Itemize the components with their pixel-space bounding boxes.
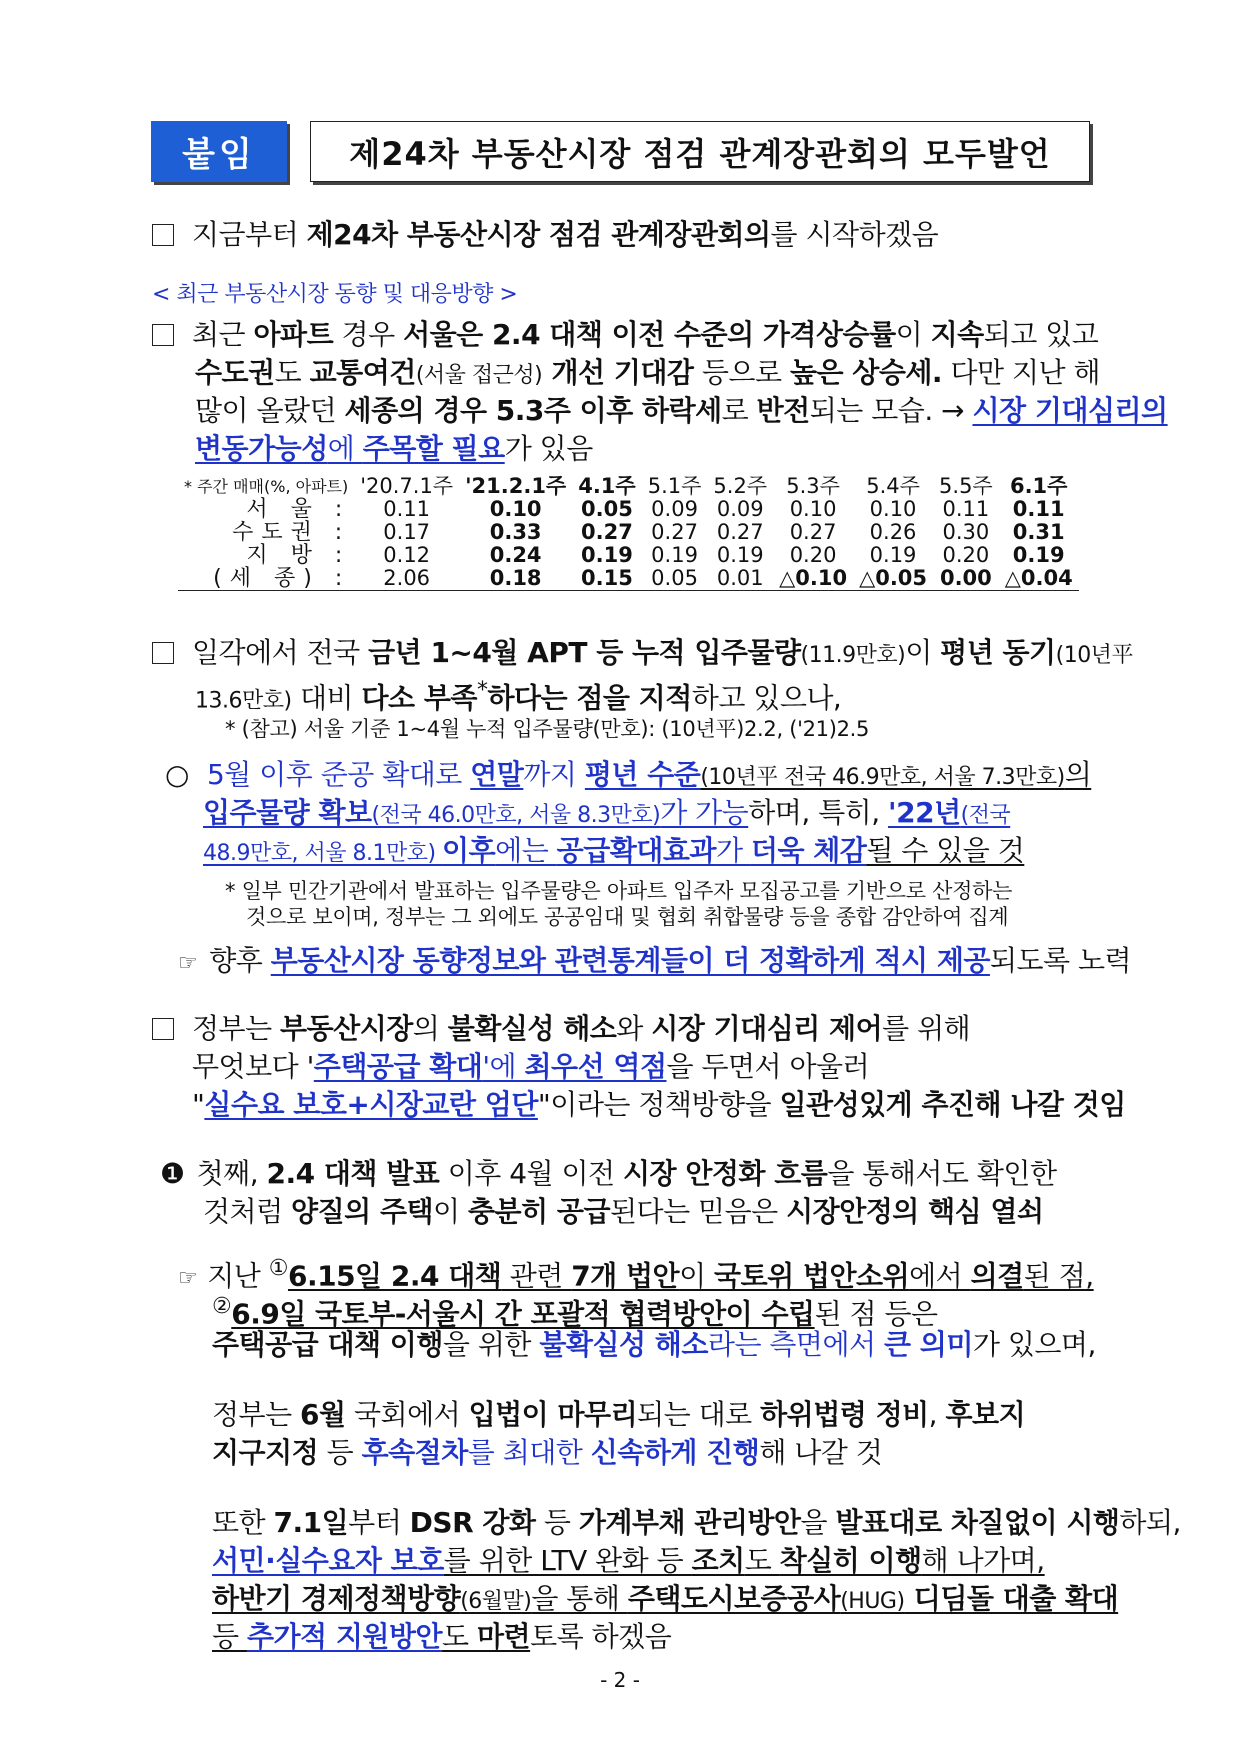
table-cell: 0.27 [716,520,764,544]
p6-line-2: 것처럼 양질의 주택이 충분히 공급된다는 믿음은 시장안정의 핵심 열쇠 [203,1195,1044,1228]
table-cell: △0.10 [773,567,853,591]
row-label: 수도권 : [232,520,351,545]
table-cell: 0.10 [789,497,837,521]
p7-line-9: 등 추가적 지원방안도 마련토록 하겠음 [212,1620,672,1653]
row-label: (세 종) : [178,567,354,591]
table-row [178,567,1079,591]
table-cell: 0.17 [383,520,431,544]
p5-line-2: 무엇보다 '주택공급 확대'에 최우선 역점을 두면서 아울러 [192,1050,870,1083]
table-cell: 0.15 [572,567,642,591]
page-title: 제24차 부동산시장 점검 관계장관회의 모두발언 [310,121,1090,182]
p3-note-2: 것으로 보이며, 정부는 그 외에도 공공임대 및 협회 취합물량 등을 종합 감안하여 집계 [246,905,1009,929]
table-cell: 0.27 [651,520,698,544]
checkbox-square-icon [152,1018,174,1040]
table-cell: 0.30 [942,520,990,544]
p1-line-4: 변동가능성에 주목할 필요가 있음 [195,432,593,465]
table-col-header: 5.1주 [647,474,702,498]
table-col-header: '21.2.1주 [465,474,567,498]
checkbox-square-icon [152,642,174,664]
table-cell: 0.05 [581,497,633,521]
table-cell: 0.19 [651,543,698,567]
table-cell: 0.19 [869,543,917,567]
p7-line-6: 또한 7.1일부터 DSR 강화 등 가계부채 관리방안을 발표대로 차질없이 시행하되, [212,1506,1181,1539]
table-cell: △0.05 [853,567,933,591]
table-cell: 0.11 [383,497,431,521]
p7-line-7: 서민·실수요자 보호를 위한 LTV 완화 등 조치도 착실히 이행해 나가며, [212,1544,1045,1577]
p7-line-8: 하반기 경제정책방향(6월말)을 통해 주택도시보증공사(HUG) 디딤돌 대출 확대 [212,1582,1119,1615]
table-cell: 0.09 [651,497,698,521]
attachment-tag: 붙임 [151,121,287,182]
table-row [178,521,1079,544]
table-cell: 0.11 [942,497,990,521]
checkbox-square-icon [152,224,174,246]
table-cell: 0.01 [707,567,773,591]
table-cell: 0.20 [942,543,990,567]
circle-bullet-icon: ○ [165,758,189,791]
table-row [178,544,1079,567]
p5-line-3: "실수요 보호+시장교란 엄단"이라는 정책방향을 일관성있게 추진해 나갈 것임 [192,1088,1126,1121]
p3-line-2: 입주물량 확보(전국 46.0만호, 서울 8.3만호)가 가능하며, 특히, '22년(전국 [203,796,1011,829]
p7-line-1: ☞ 지난 ①6.15일 2.4 대책 관련 7개 법안이 국토위 법안소위에서 의결된 점, [178,1256,1094,1293]
table-cell: 0.19 [581,543,633,567]
table-cell: 0.26 [869,520,917,544]
page-number: - 2 - [600,1668,640,1692]
table-cell: 0.27 [581,520,633,544]
table-cell: 0.10 [869,497,917,521]
table-col-header: 6.1주 [1009,474,1068,498]
row-label: 서 울 : [246,497,351,522]
p2-line-1: 일각에서 전국 금년 1~4월 APT 등 누적 입주물량(11.9만호)이 평년 동기(10년平 [152,634,1133,675]
p1-line-3: 많이 올랐던 세종의 경우 5.3주 이후 하락세로 반전되는 모습. → 시장 기대심리의 [195,394,1168,427]
table-cell: 0.00 [933,567,999,591]
checkbox-square-icon [152,324,174,346]
table-cell: 0.31 [1012,520,1065,544]
table-cell: 0.24 [489,543,542,567]
weekly-price-table [178,475,1079,591]
p7-line-4: 정부는 6월 국회에서 입법이 마무리되는 대로 하위법령 정비, 후보지 [212,1398,1026,1431]
table-cell: △0.04 [999,567,1079,591]
table-col-header: 4.1주 [578,474,636,498]
table-cell: 0.11 [1012,497,1065,521]
table-row [178,498,1079,521]
table-cell: 0.19 [1012,543,1065,567]
p4-line: ☞ 향후 부동산시장 동향정보와 관련통계들이 더 정확하게 적시 제공되도록 노력 [178,944,1132,977]
p3-note-1: * 일부 민간기관에서 발표하는 입주물량은 아파트 입주자 모집공고를 기반으로 산정하는 [225,879,1013,903]
table-caption: * 주간 매매(%, 아파트) [184,477,349,496]
p1-line-1: 최근 아파트 경우 서울은 2.4 대책 이전 수준의 가격상승률이 지속되고 있고 [152,316,1098,354]
table-col-header: '20.7.1주 [360,474,454,498]
table-cell: 0.27 [789,520,837,544]
p6-line-1: ❶ 첫째, 2.4 대책 발표 이후 4월 이전 시장 안정화 흐름을 통해서도 확인한 [160,1157,1057,1190]
section-heading: < 최근 부동산시장 동향 및 대응방향 > [152,282,518,307]
p1-line-2: 수도권도 교통여건(서울 접근성) 개선 기대감 등으로 높은 상승세. 다만 지난 해 [195,356,1101,389]
table-cell: 0.12 [383,543,431,567]
table-cell: 0.18 [459,567,572,591]
table-col-header: 5.2주 [713,474,768,498]
table-cell: 0.33 [489,520,542,544]
p7-line-2: ②6.9일 국토부-서울시 간 포괄적 협력방안이 수립된 점 등은 [212,1294,938,1331]
p5-line-1: 정부는 부동산시장의 불확실성 해소와 시장 기대심리 제어를 위해 [152,1010,970,1048]
table-cell: 0.19 [716,543,764,567]
table-cell: 2.06 [354,567,459,591]
table-col-header: 5.3주 [786,474,840,498]
table-cell: 0.20 [789,543,837,567]
table-col-header: 5.5주 [939,474,993,498]
row-label: 지 방 : [246,543,351,568]
numbered-bullet-one-icon: ❶ [160,1157,185,1190]
p3-line-1: ○ 5월 이후 준공 확대로 연말까지 평년 수준(10년平 전국 46.9만호, 서울 7.3만호)의 [165,758,1092,791]
intro-line: 지금부터 제24차 부동산시장 점검 관계장관회의를 시작하겠음 [152,216,938,254]
table-cell: 0.09 [716,497,764,521]
p7-line-5: 지구지정 등 후속절차를 최대한 신속하게 진행해 나갈 것 [212,1436,883,1469]
p3-line-3: 48.9만호, 서울 8.1만호) 이후에는 공급확대효과가 더욱 체감될 수 있을 것 [203,834,1025,867]
table-header-row [178,475,1079,498]
p2-line-2: 13.6만호) 대비 다소 부족*하다는 점을 지적하고 있으나, [195,678,842,715]
table-col-header: 5.4주 [866,474,920,498]
table-cell: 0.10 [489,497,542,521]
table-cell: 0.05 [642,567,708,591]
p7-line-3: 주택공급 대책 이행을 위한 불확실성 해소라는 측면에서 큰 의미가 있으며, [212,1328,1096,1361]
pointing-hand-icon: ☞ [178,1266,198,1292]
p2-note: * (참고) 서울 기준 1~4월 누적 입주물량(만호): (10년平)2.2, ('21)2.5 [225,717,870,741]
pointing-hand-icon: ☞ [178,951,198,976]
